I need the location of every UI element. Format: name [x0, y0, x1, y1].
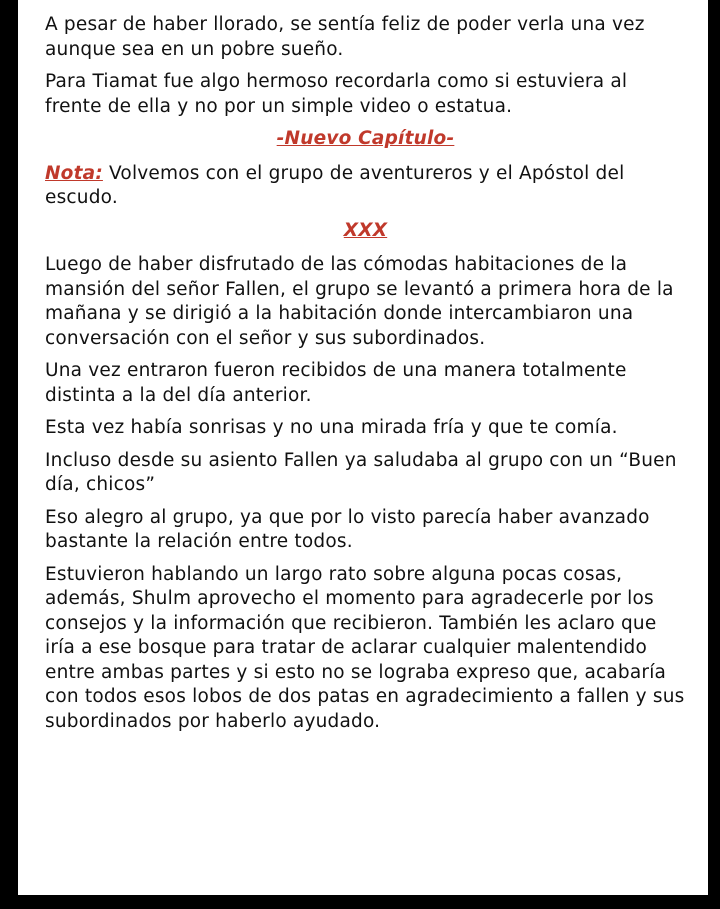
paragraph-3: Luego de haber disfrutado de las cómodas habitaciones de la mansión del señor Fallen, el grupo se levantó a primera hora de la mañana y se dirigió a la habitación donde intercambiaron una conversación con el señor y sus subordinados.: [45, 254, 674, 349]
note-label: Nota:: [45, 162, 103, 184]
separator-line: [45, 219, 686, 244]
paragraph-4: Una vez entraron fueron recibidos de una manera totalmente distinta a la del día anterior.: [45, 360, 627, 406]
section-separator: XXX: [343, 219, 388, 241]
paragraph-7: Eso alegro al grupo, ya que por lo visto parecía haber avanzado bastante la relación entre todos.: [45, 506, 650, 552]
paragraph-1: A pesar de haber llorado, se sentía feliz de poder verla una vez aunque sea en un pobre sueño.: [45, 14, 645, 60]
chapter-heading: -Nuevo Capítulo-: [276, 128, 455, 149]
chapter-heading-line: [45, 127, 686, 152]
document-page: [18, 0, 708, 895]
note-text: Volvemos con el grupo de aventureros y el Apóstol del escudo.: [45, 162, 625, 208]
paragraph-6: Incluso desde su asiento Fallen ya saludaba al grupo con un “Buen día, chicos”: [45, 449, 677, 495]
paragraph-8: Estuvieron hablando un largo rato sobre alguna pocas cosas, además, Shulm aprovecho el momento para agradecerle por los consejos y la información que recibieron. También les aclaro que iría a ese bosque para tratar de aclarar cualquier malentendido entre ambas partes y si esto no se lograba expreso que, acabaría con todos esos lobos de dos patas en agradecimiento a fallen y sus subordinados por haberlo ayudado.: [45, 563, 685, 732]
note-paragraph: [45, 162, 686, 211]
paragraph-2: Para Tiamat fue algo hermoso recordarla como si estuviera al frente de ella y no por un simple video o estatua.: [45, 71, 628, 117]
paragraph-5: Esta vez había sonrisas y no una mirada fría y que te comía.: [45, 417, 618, 438]
